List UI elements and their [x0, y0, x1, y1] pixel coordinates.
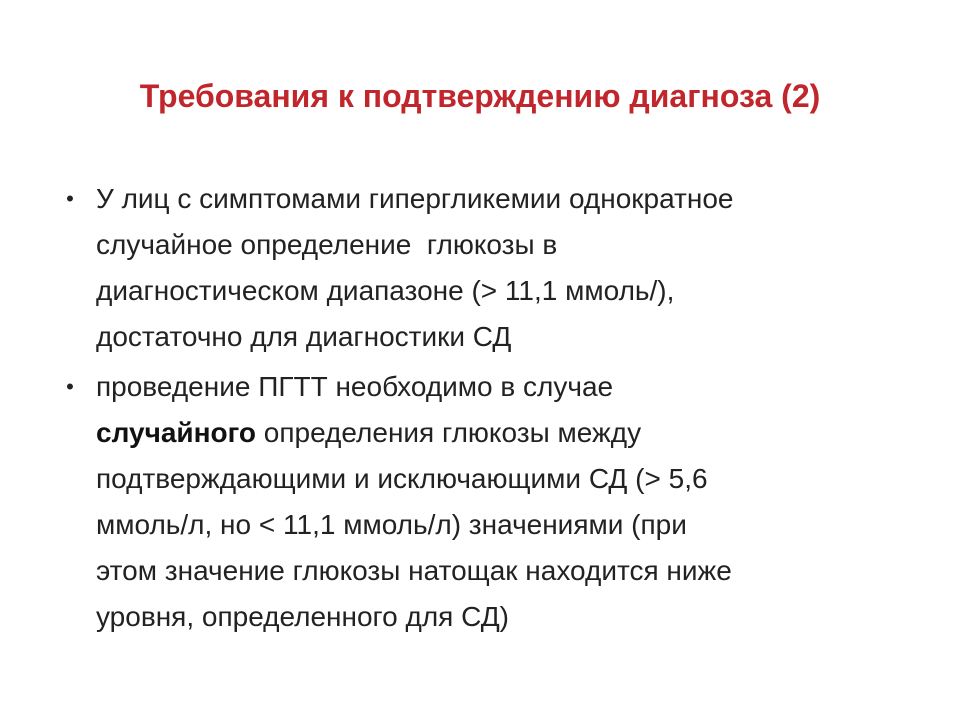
bullet-list — [58, 176, 898, 640]
bullet-1-line-4: достаточно для диагностики СД — [96, 321, 512, 352]
bullet-marker: • — [66, 374, 74, 399]
bullet-2-line-2 — [96, 410, 898, 456]
bullet-2-line-6: уровня, определенного для СД) — [96, 601, 509, 632]
bullet-2-line-3: подтверждающими и исключающими СД (> 5,6 — [96, 463, 708, 494]
bullet-marker: • — [66, 186, 74, 211]
bullet-1-line-3: диагностическом диапазоне (> 11,1 ммоль/), — [96, 275, 675, 306]
bullet-item-1 — [58, 176, 898, 360]
bullet-2-line-1: проведение ПГТТ необходимо в случае — [96, 371, 614, 402]
bullet-1-line-2: случайное определение глюкозы в — [96, 229, 558, 260]
bullet-2-line-4: ммоль/л, но < 11,1 ммоль/л) значениями (при — [96, 509, 687, 540]
bullet-2-line-5: этом значение глюкозы натощак находится ниже — [96, 555, 732, 586]
bullet-item-2 — [58, 364, 898, 640]
bullet-2-line-2-rest: определения глюкозы между — [256, 417, 642, 448]
bullet-1-line-1: У лиц с симптомами гипергликемии однократное — [96, 183, 734, 214]
slide-title: Требования к подтверждению диагноза (2) — [139, 78, 821, 114]
emphasis-text: случайного — [96, 417, 257, 448]
